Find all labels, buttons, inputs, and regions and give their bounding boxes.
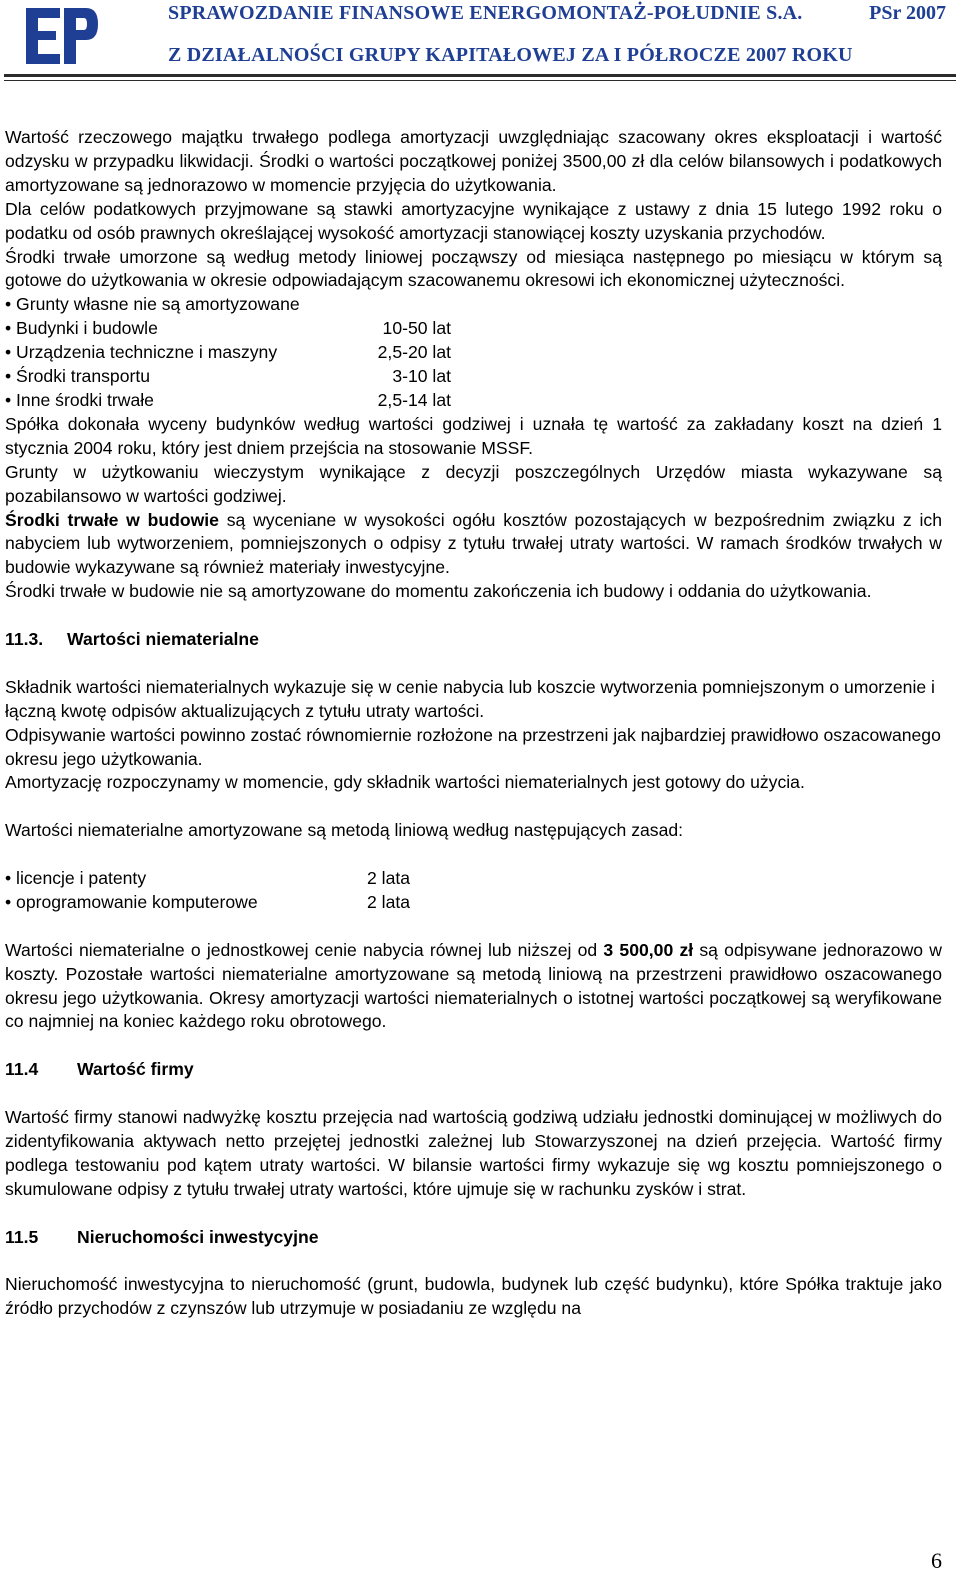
list-item <box>5 317 942 341</box>
list-item-label: • Budynki i budowle <box>5 318 158 339</box>
paragraph: Amortyzację rozpoczynamy w momencie, gdy składnik wartości niematerialnych jest gotowy do użycia. <box>5 772 805 793</box>
list-item <box>5 293 942 317</box>
report-subtitle: Z DZIAŁALNOŚCI GRUPY KAPITAŁOWEJ ZA I PÓŁROCZE 2007 ROKU <box>168 44 853 66</box>
list-item-label: • Grunty własne nie są amortyzowane <box>5 294 300 315</box>
paragraph <box>5 509 942 581</box>
section-title: Wartość firmy <box>77 1059 194 1080</box>
paragraph: Grunty w użytkowaniu wieczystym wynikające z decyzji poszczególnych Urzędów miasta wykazywane są pozabilansowo w wartości godziwej. <box>5 461 942 506</box>
list-item <box>5 389 942 413</box>
paragraph: Środki trwałe w budowie nie są amortyzowane do momentu zakończenia ich budowy i oddania do użytkowania. <box>5 581 872 602</box>
header-divider-thin <box>4 80 956 81</box>
list-item-label: • Urządzenia techniczne i maszyny <box>5 342 278 363</box>
paragraph: Dla celów podatkowych przyjmowane są stawki amortyzacyjne wynikające z ustawy z dnia 15 lutego 1992 roku o podatku od osób prawnych określającej wysokość amortyzacji stanowiącej koszty uzyskania przychodów. <box>5 198 942 243</box>
list-item-label: • Inne środki trwałe <box>5 389 154 410</box>
bold-term: Środki trwałe w budowie <box>5 509 219 530</box>
bold-amount: 3 500,00 zł <box>603 939 694 960</box>
depreciation-rates-list <box>5 293 942 413</box>
section-title: Wartości niematerialne <box>67 629 259 650</box>
list-item-value: 2,5-14 lat <box>377 389 451 410</box>
section-title: Nieruchomości inwestycyjne <box>77 1226 319 1247</box>
paragraph: Składnik wartości niematerialnych wykazuje się w cenie nabycia lub koszcie wytworzenia pomniejszonym o umorzenie i łączną kwotę odpisów aktualizujących z tytułu utraty wartości. <box>5 676 935 721</box>
paragraph: Środki trwałe umorzone są według metody liniowej począwszy od miesiąca następnego po miesiącu w którym są gotowe do użytkowania w okresie odpowiadającym szacowanemu okresowi ich ekonomicznej użyteczności. <box>5 246 942 291</box>
document-body <box>5 126 942 1321</box>
company-logo <box>24 6 100 66</box>
paragraph: Odpisywanie wartości powinno zostać równomiernie rozłożone na przestrzeni jak najbardziej prawidłowo oszacowanego okresu jego użytkowania. <box>5 724 941 769</box>
paragraph: Wartość rzeczowego majątku trwałego podlega amortyzacji uwzględniając szacowany okres eksploatacji i wartość odzysku w przypadku likwidacji. Środki o wartości początkowej poniżej 3500,00 zł dla celów bilansowych i podatkowych amortyzowane są jednorazowo w momencie przyjęcia do użytkowania. <box>5 127 942 195</box>
paragraph: Spółka dokonała wyceny budynków według wartości godziwej i uznała tę wartość za zakładany koszt na dzień 1 stycznia 2004 roku, który jest dniem przejścia na stosowanie MSSF. <box>5 413 942 458</box>
report-code: PSr 2007 <box>869 2 946 24</box>
section-heading <box>5 628 942 652</box>
list-item-value: 2 lata <box>367 868 411 889</box>
list-item-value: 10-50 lat <box>382 318 451 339</box>
section-heading <box>5 1226 942 1250</box>
paragraph-text: są wyceniane w wysokości ogółu kosztów pozostających w bezpośrednim związku z ich nabyciem lub wytworzeniem, pomniejszonych o odpisy z tytułu trwałej utraty wartości. W ramach środków trwałych w budowie wykazywane są również materiały inwestycyjne. <box>5 509 942 578</box>
list-item-label: • oprogramowanie komputerowe <box>5 891 258 912</box>
section-number: 11.4 <box>5 1059 39 1080</box>
paragraph-text: Wartości niematerialne o jednostkowej cenie nabycia równej lub niższej od <box>5 939 604 960</box>
list-item-value <box>357 293 451 317</box>
paragraph <box>5 939 942 1035</box>
report-title: SPRAWOZDANIE FINANSOWE ENERGOMONTAŻ-POŁUDNIE S.A. <box>168 2 803 24</box>
list-item <box>5 341 942 365</box>
intangibles-rates-list <box>5 867 942 915</box>
list-item-label: • licencje i patenty <box>5 868 147 889</box>
list-item-value: 2 lata <box>367 891 411 912</box>
section-number: 11.5 <box>5 1226 39 1247</box>
list-item <box>5 867 942 891</box>
list-item-label: • Środki transportu <box>5 366 151 387</box>
section-heading <box>5 1058 942 1082</box>
paragraph: Wartości niematerialne amortyzowane są metodą liniową według następujących zasad: <box>5 820 684 841</box>
paragraph-text: są odpisywane jednorazowo w koszty. Pozostałe wartości niematerialne amortyzowane są metodą liniową na przestrzeni prawidłowo oszacowanego okresu jego użytkowania. Okresy amortyzacji wartości niematerialnych o istotnej wartości początkowej są weryfikowane co najmniej na koniec każdego roku obrotowego. <box>5 939 942 1032</box>
list-item-value: 3-10 lat <box>392 366 451 387</box>
header-divider <box>4 74 956 77</box>
paragraph: Wartość firmy stanowi nadwyżkę kosztu przejęcia nad wartością godziwą udziału jednostki dominującej w możliwych do zidentyfikowania aktywach netto przejętej jednostki zależnej lub Stowarzyszonej na dzień przejęcia. Wartość firmy podlega testowaniu pod kątem utraty wartości. W bilansie wartości firmy wykazuje się wg kosztu pomniejszonego o skumulowane odpisy z tytułu trwałej utraty wartości, które ujmuje się w rachunku zysków i strat. <box>5 1107 942 1199</box>
list-item <box>5 365 942 389</box>
paragraph: Nieruchomość inwestycyjna to nieruchomość (grunt, budowla, budynek lub część budynku), które Spółka traktuje jako źródło przychodów z czynszów lub utrzymuje w posiadaniu ze względu na <box>5 1274 942 1319</box>
section-number: 11.3. <box>5 629 44 650</box>
list-item <box>5 891 942 915</box>
list-item-value: 2,5-20 lat <box>377 342 451 363</box>
page-header <box>0 0 960 88</box>
page-number: 6 <box>931 1548 942 1573</box>
